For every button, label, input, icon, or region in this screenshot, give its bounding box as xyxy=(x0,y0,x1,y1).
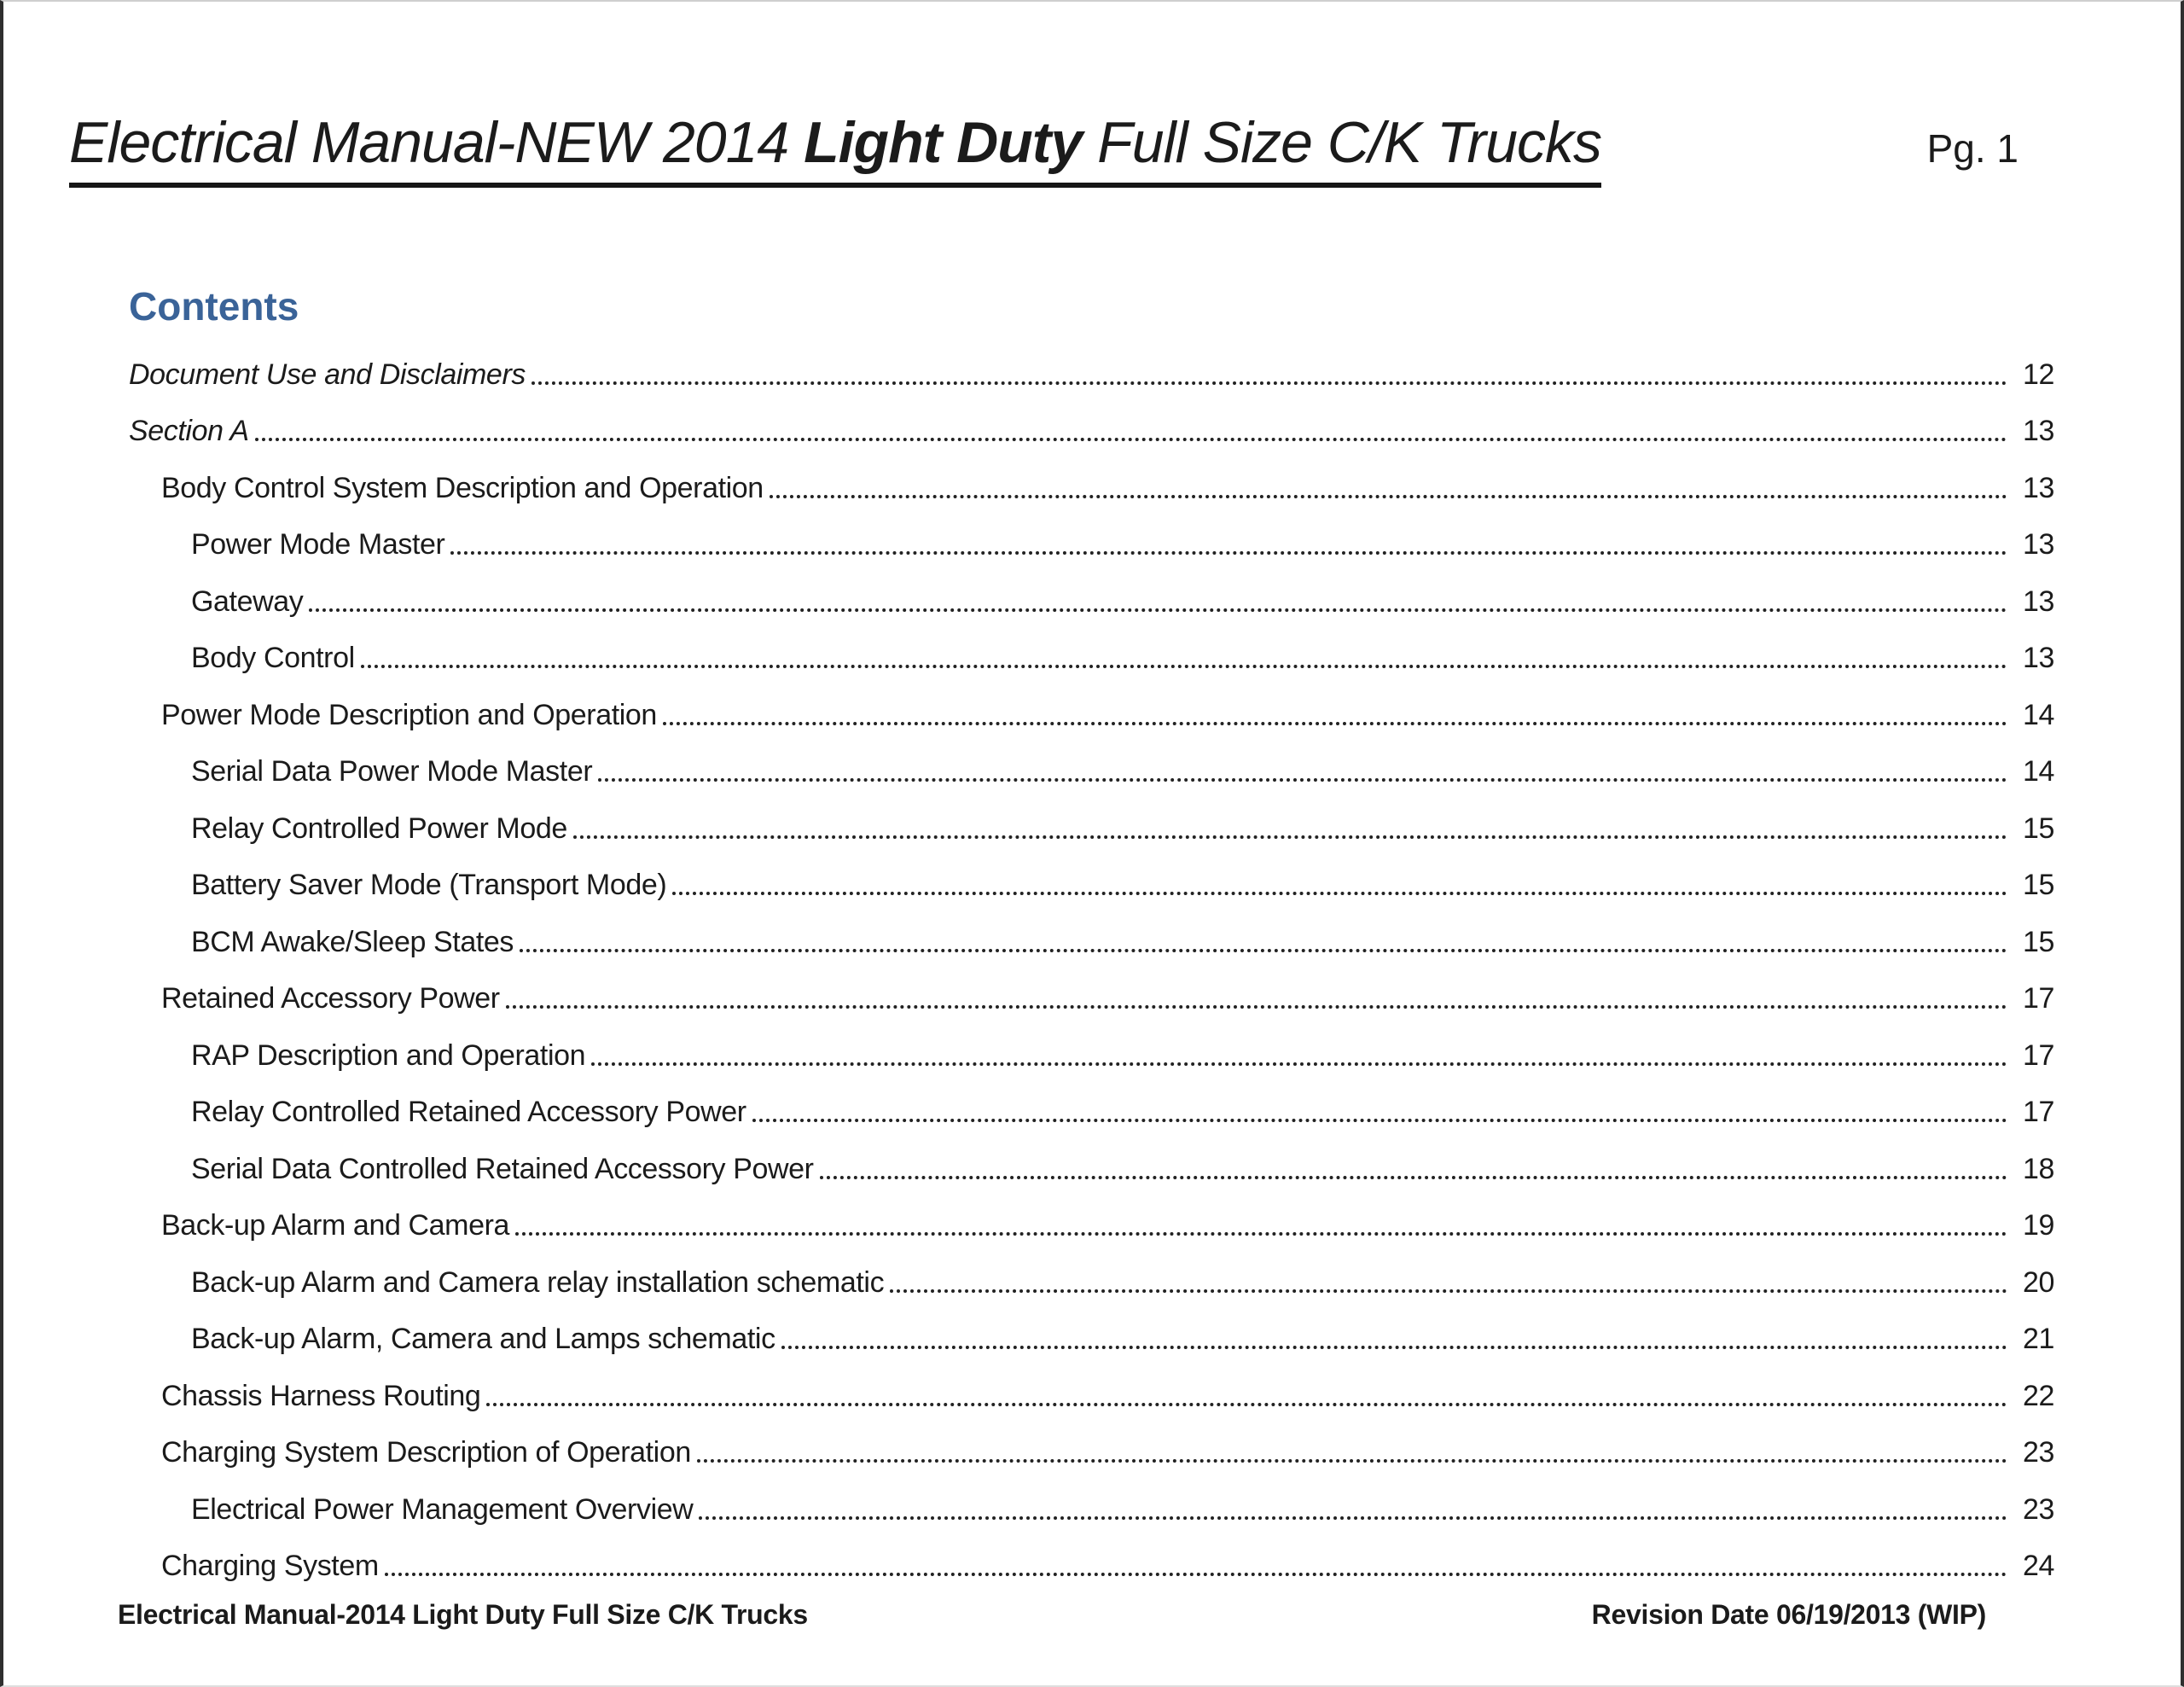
toc-entry[interactable] xyxy=(129,1472,2054,1529)
toc-entry-label: Chassis Harness Routing xyxy=(161,1379,481,1412)
toc-dot-leader xyxy=(752,1119,2007,1122)
toc-entry-label: Retained Accessory Power xyxy=(161,982,500,1015)
toc-dot-leader xyxy=(385,1573,2007,1576)
toc-entry-page: 14 xyxy=(2022,698,2054,731)
toc-entry[interactable] xyxy=(129,1302,2054,1359)
toc-dot-leader xyxy=(672,892,2007,895)
toc-entry-page: 23 xyxy=(2022,1492,2054,1526)
toc-dot-leader xyxy=(520,949,2007,952)
page-title xyxy=(69,109,1601,188)
toc-entry-label: Relay Controlled Power Mode xyxy=(191,812,567,845)
toc-entry-label: Charging System Description of Operation xyxy=(161,1436,691,1469)
toc-entry[interactable] xyxy=(129,1245,2054,1302)
toc-entry-label: Serial Data Controlled Retained Accessory Power xyxy=(191,1152,814,1185)
toc-entry-label: Body Control xyxy=(191,642,355,675)
toc-entry-label: Back-up Alarm, Camera and Lamps schematic xyxy=(191,1323,775,1356)
toc-entry-label: Electrical Power Management Overview xyxy=(191,1492,694,1526)
contents-heading: Contents xyxy=(129,284,299,329)
toc-dot-leader xyxy=(697,1459,2007,1463)
toc-entry-label: Serial Data Power Mode Master xyxy=(191,755,593,788)
toc-entry-page: 13 xyxy=(2022,415,2054,448)
toc-entry[interactable] xyxy=(129,1131,2054,1189)
toc-entry-page: 12 xyxy=(2022,358,2054,391)
toc-dot-leader xyxy=(820,1176,2007,1179)
toc-entry[interactable] xyxy=(129,1358,2054,1416)
toc-entry-page: 13 xyxy=(2022,585,2054,618)
footer-document-title: Electrical Manual-2014 Light Duty Full Size C/K Trucks xyxy=(118,1599,808,1630)
toc-entry[interactable] xyxy=(129,678,2054,735)
toc-entry-label: Back-up Alarm and Camera relay installation schematic xyxy=(191,1265,885,1299)
page-title-bold-segment: Light Duty xyxy=(804,110,1083,175)
toc-entry-page: 19 xyxy=(2022,1209,2054,1242)
page-title-prefix: Electrical Manual-NEW 2014 xyxy=(69,110,804,175)
toc-entry-page: 13 xyxy=(2022,528,2054,561)
toc-dot-leader xyxy=(699,1516,2007,1520)
toc-entry-label: BCM Awake/Sleep States xyxy=(191,925,514,958)
toc-dot-leader xyxy=(598,778,2007,782)
toc-dot-leader xyxy=(255,438,2007,441)
toc-entry[interactable] xyxy=(129,1075,2054,1132)
toc-entry-page: 17 xyxy=(2022,1096,2054,1129)
toc-entry-label: Power Mode Master xyxy=(191,528,445,561)
toc-dot-leader xyxy=(663,722,2007,725)
toc-entry-label: Body Control System Description and Operation xyxy=(161,471,764,504)
toc-entry-label: Back-up Alarm and Camera xyxy=(161,1209,510,1242)
toc-dot-leader xyxy=(890,1289,2007,1293)
page-footer xyxy=(118,1599,1986,1631)
toc-dot-leader xyxy=(361,665,2007,668)
toc-entry[interactable] xyxy=(129,1416,2054,1473)
toc-entry[interactable] xyxy=(129,394,2054,451)
toc-dot-leader xyxy=(591,1062,2007,1066)
toc-dot-leader xyxy=(573,835,2007,839)
document-header xyxy=(3,2,2181,188)
toc-entry-label: Document Use and Disclaimers xyxy=(129,358,526,391)
toc-entry-label: Charging System xyxy=(161,1550,379,1583)
content-area xyxy=(3,283,2181,1585)
toc-entry[interactable] xyxy=(129,1018,2054,1075)
toc-entry-label: Gateway xyxy=(191,585,304,618)
page-title-suffix: Full Size C/K Trucks xyxy=(1082,110,1602,175)
toc-entry-label: Relay Controlled Retained Accessory Power xyxy=(191,1096,746,1129)
toc-dot-leader xyxy=(309,608,2007,612)
footer-revision-date: Revision Date 06/19/2013 (WIP) xyxy=(1591,1599,1986,1630)
toc-entry-page: 22 xyxy=(2022,1379,2054,1412)
toc-entry-page: 15 xyxy=(2022,869,2054,902)
toc-entry[interactable] xyxy=(129,1529,2054,1586)
toc-dot-leader xyxy=(486,1403,2007,1406)
toc-entry[interactable] xyxy=(129,735,2054,792)
toc-dot-leader xyxy=(515,1232,2007,1236)
toc-entry-page: 21 xyxy=(2022,1323,2054,1356)
toc-entry[interactable] xyxy=(129,791,2054,848)
toc-entry-page: 23 xyxy=(2022,1436,2054,1469)
toc-entry-label: Power Mode Description and Operation xyxy=(161,698,657,731)
toc-dot-leader xyxy=(770,495,2007,498)
toc-entry-page: 15 xyxy=(2022,812,2054,845)
toc-entry[interactable] xyxy=(129,337,2054,394)
toc-entry-page: 17 xyxy=(2022,982,2054,1015)
toc-entry[interactable] xyxy=(129,962,2054,1019)
toc-entry[interactable] xyxy=(129,905,2054,962)
toc-entry[interactable] xyxy=(129,621,2054,678)
toc-entry-page: 17 xyxy=(2022,1038,2054,1072)
toc-entry[interactable] xyxy=(129,451,2054,508)
toc-entry[interactable] xyxy=(129,564,2054,621)
toc-entry-page: 13 xyxy=(2022,642,2054,675)
toc-entry-page: 20 xyxy=(2022,1265,2054,1299)
toc-entry-label: RAP Description and Operation xyxy=(191,1038,586,1072)
toc-dot-leader xyxy=(506,1005,2007,1009)
toc-entry-page: 13 xyxy=(2022,471,2054,504)
toc-entry[interactable] xyxy=(129,1189,2054,1246)
toc-entry[interactable] xyxy=(129,848,2054,905)
toc-entry-label: Section A xyxy=(129,415,249,448)
table-of-contents xyxy=(129,337,2054,1585)
toc-entry-page: 15 xyxy=(2022,925,2054,958)
toc-entry-page: 14 xyxy=(2022,755,2054,788)
toc-dot-leader xyxy=(531,381,2007,385)
toc-dot-leader xyxy=(450,551,2007,555)
toc-entry-page: 24 xyxy=(2022,1550,2054,1583)
toc-dot-leader xyxy=(781,1346,2007,1349)
toc-entry[interactable] xyxy=(129,508,2054,565)
page-number-indicator: Pg. 1 xyxy=(1926,126,2018,171)
toc-entry-label: Battery Saver Mode (Transport Mode) xyxy=(191,869,667,902)
toc-entry-page: 18 xyxy=(2022,1152,2054,1185)
